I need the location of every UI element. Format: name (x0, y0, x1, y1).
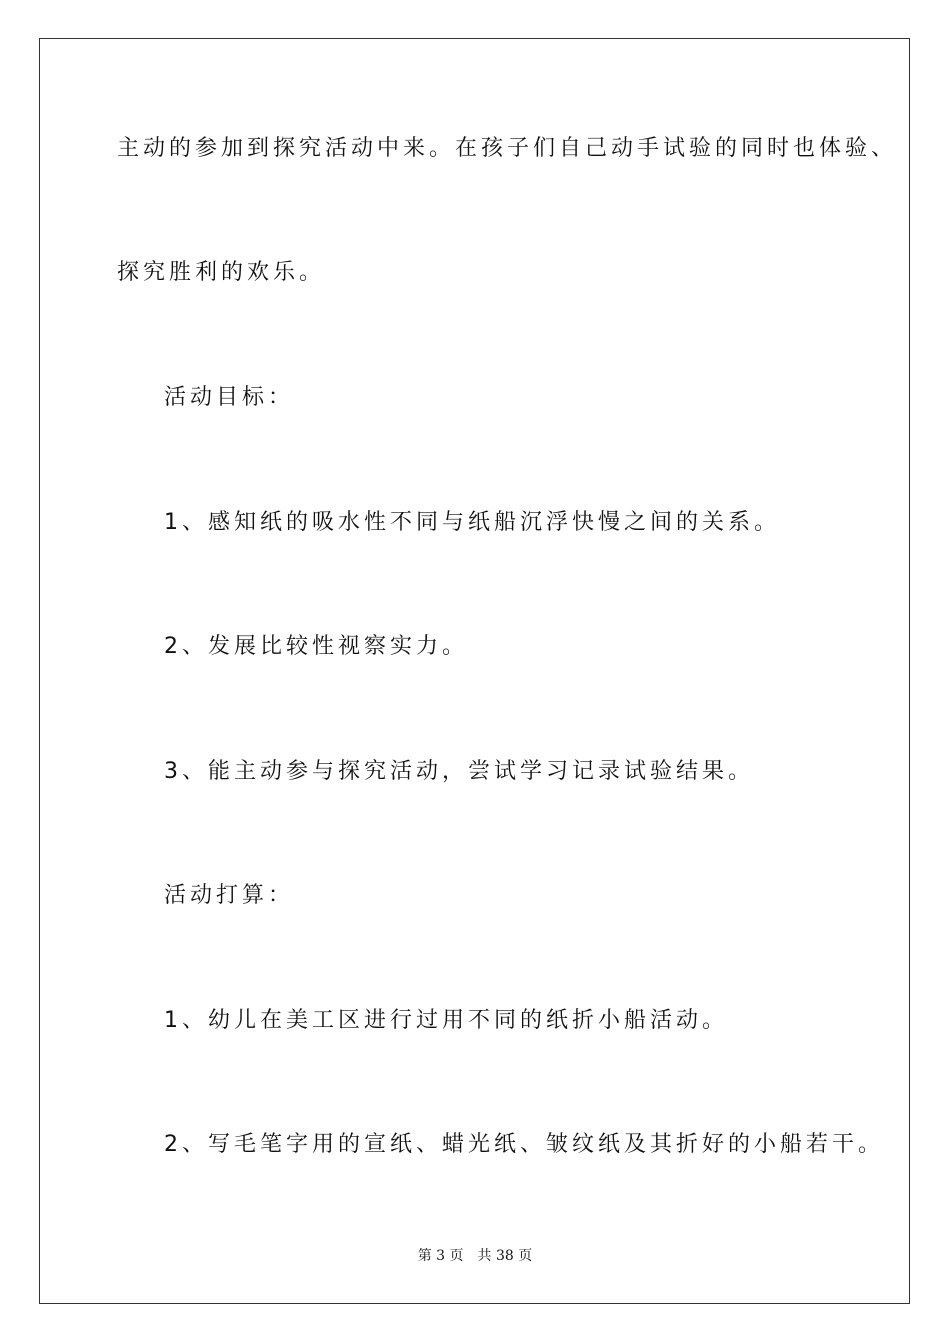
total-pages: 共 38 页 (477, 1248, 533, 1264)
section-heading-goals: 活动目标： (164, 385, 295, 410)
page-footer (0, 1246, 950, 1266)
goal-item-2: 2、发展比较性视察实力。 (164, 634, 468, 659)
body-text-line-1: 主动的参加到探究活动中来。在孩子们自己动手试验的同时也体验、 (117, 136, 898, 161)
section-heading-preparation: 活动打算： (164, 883, 295, 908)
goal-item-3: 3、能主动参与探究活动，尝试学习记录试验结果。 (164, 759, 754, 784)
body-text-line-2: 探究胜利的欢乐。 (117, 260, 326, 285)
page-border (39, 38, 910, 1304)
preparation-item-2: 2、写毛笔字用的宣纸、蜡光纸、皱纹纸及其折好的小船若干。 (164, 1132, 884, 1157)
page-number: 第 3 页 (417, 1248, 464, 1264)
goal-item-1: 1、感知纸的吸水性不同与纸船沉浮快慢之间的关系。 (164, 510, 780, 535)
preparation-item-1: 1、幼儿在美工区进行过用不同的纸折小船活动。 (164, 1008, 728, 1033)
